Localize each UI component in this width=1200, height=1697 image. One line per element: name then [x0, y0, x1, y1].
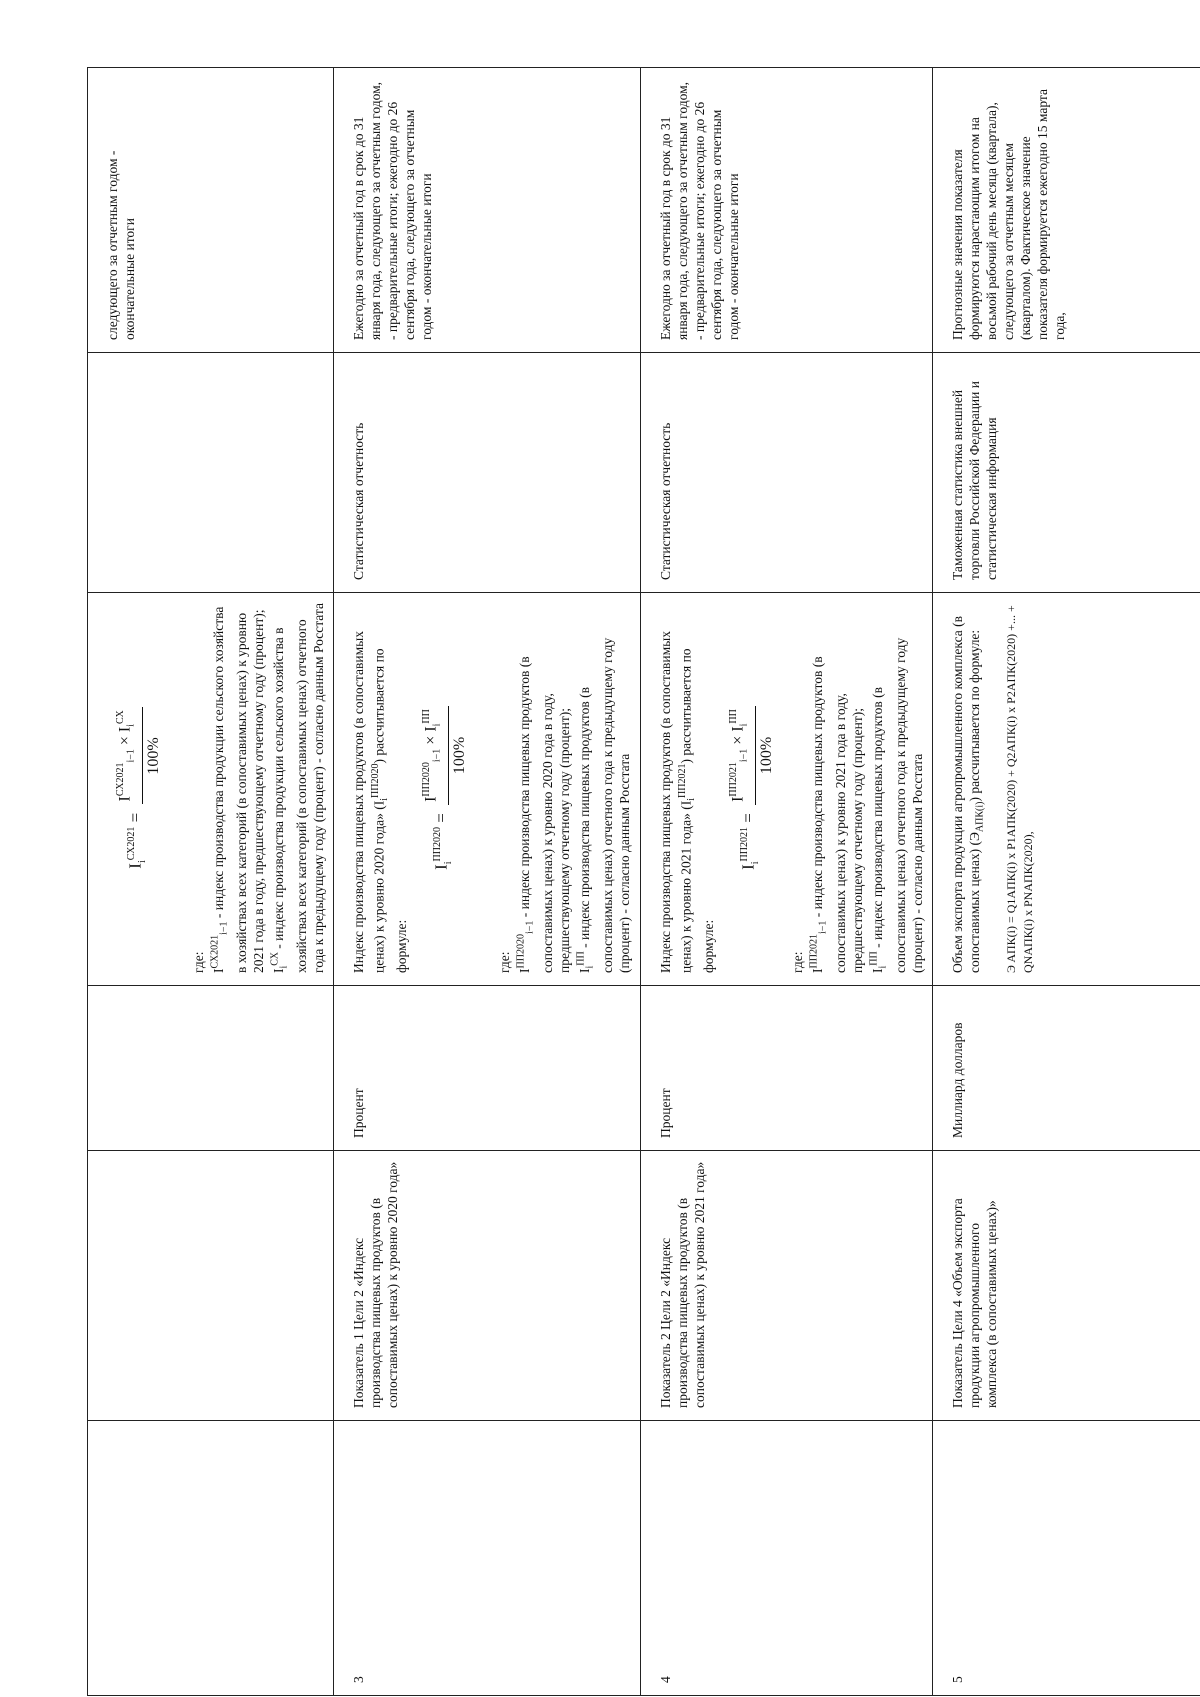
cell-num: 4 — [640, 1421, 932, 1696]
cell-num: 5 — [932, 1421, 1200, 1696]
cell-num — [88, 1421, 334, 1696]
cell-schedule: Прогнозные значения показателя формируются нарастающим итогом на восьмой рабочий день месяца (квартала), следующего за отчетным месяцем (кварталом). Фактическое значение показателя формируется ежегодно 15 марта года, — [932, 68, 1200, 353]
formula-pp2020: $I_i^{ПП2020}$ = $I^{ПП2020}_{i-1} \times I_i^{ПП}$ 100% — [410, 603, 482, 973]
cell-source: Таможенная статистика внешней торговли Российской Федерации и статистическая информация — [932, 353, 1200, 593]
cell-unit: Миллиард долларов — [932, 986, 1200, 1151]
cell-source: Статистическая отчетность — [640, 353, 932, 593]
formula-sx2021: $I_i^{СХ2021}$ = $I^{СХ2021}_{i-1} \times I_i^{СХ}$ 100% — [104, 603, 176, 973]
cell-method: Индекс производства пищевых продуктов (в сопоставимых ценах) к уровню 2020 года» $(I_i^{ПП2020})$ рассчитывается по формуле: $I_i^{ПП2020}$ = $I^{ПП2020}_{i-1} \times I_i^{ПП}$ 100% где: $I^{ПП2020}_{i-1}$ - индекс производства пищевых продуктов (в сопоставимых ценах) к уровню 2020 года в году, предшествующему отчетному году (процент); $I_i^{ПП}$ - индекс производства пищевых продуктов (в сопоставимых ценах) отчетного года к предыдущему году (процент) - согласно данным Росстата — [333, 593, 640, 986]
table-row — [333, 68, 640, 1696]
definition-1: $I^{СХ2021}_{i-1}$ - индекс производства продукции сельского хозяйства в хозяйствах всех категорий (в сопоставимых ценах) к уровню 2021 года в году, предшествующему отчетному году (процент); — [209, 606, 266, 973]
cell-method: Индекс производства пищевых продуктов (в сопоставимых ценах) к уровню 2021 года» $(I_i^{ПП2021})$ рассчитывается по формуле: $I_i^{ПП2021}$ = $I^{ПП2021}_{i-1} \times I_i^{ПП}$ 100% где: $I^{ПП2021}_{i-1}$ - индекс производства пищевых продуктов (в сопоставимых ценах) к уровню 2021 года в году, предшествующему отчетному году (процент); $I_i^{ПП}$ - индекс производства пищевых продуктов (в сопоставимых ценах) отчетного года к предыдущему году (процент) - согласно данным Росстата — [640, 593, 932, 986]
definition-2: $I_i^{ПП}$ - индекс производства пищевых продуктов (в сопоставимых ценах) отчетного года к предыдущему году (процент) - согласно данным Росстата — [868, 637, 925, 973]
cell-schedule: Ежегодно за отчетный год в срок до 31 января года, следующего за отчетным годом, - предварительные итоги; ежегодно до 26 сентября года, следующего за отчетным годом - окончательные итоги — [640, 68, 932, 353]
cell-unit — [88, 986, 334, 1151]
cell-source — [88, 353, 334, 593]
definition-1: $I^{ПП2020}_{i-1}$ - индекс производства пищевых продуктов (в сопоставимых ценах) к уровню 2020 года в году, предшествующему отчетному году (процент); — [515, 656, 572, 973]
cell-indicator: Показатель 1 Цели 2 «Индекс производства пищевых продуктов (в сопоставимых ценах) к уровню 2020 года» — [333, 1151, 640, 1421]
cell-schedule: следующего за отчетным годом - окончательные итоги — [88, 68, 334, 353]
cell-indicator: Показатель 2 Цели 2 «Индекс производства пищевых продуктов (в сопоставимых ценах) к уровню 2021 года» — [640, 1151, 932, 1421]
cell-indicator: Показатель Цели 4 «Объем экспорта продукции агропромышленного комплекса (в сопоставимых ценах)» — [932, 1151, 1200, 1421]
definition-2: $I_i^{СХ}$ - индекс производства продукции сельского хозяйства в хозяйствах всех категорий (в сопоставимых ценах) отчетного года к предыдущему году (процент) - согласно данным Росстата — [269, 603, 326, 973]
cell-schedule: Ежегодно за отчетный год в срок до 31 января года, следующего за отчетным годом, - предварительные итоги; ежегодно до 26 сентября года, следующего за отчетным годом - окончательные итоги — [333, 68, 640, 353]
table-row — [88, 68, 334, 1696]
definition-1: $I^{ПП2021}_{i-1}$ - индекс производства пищевых продуктов (в сопоставимых ценах) к уровню 2021 года в году, предшествующему отчетному году (процент); — [808, 656, 865, 973]
table-row — [932, 68, 1200, 1696]
cell-method: $I_i^{СХ2021}$ = $I^{СХ2021}_{i-1} \times I_i^{СХ}$ 100% где: $I^{СХ2021}_{i-1}$ - индекс производства продукции сельского хозяйства в хозяйствах всех категорий (в сопоставимых ценах) к уровню 2021 года в году, предшествующему отчетному году (процент); $I_i^{СХ}$ - индекс производства продукции сельского хозяйства в хозяйствах всех категорий (в сопоставимых ценах) отчетного года к предыдущему году (процент) - согласно данным Росстата — [88, 593, 334, 986]
cell-indicator — [88, 1151, 334, 1421]
indicators-table — [87, 67, 1200, 1696]
rotated-table-page — [87, 68, 1169, 1696]
cell-num: 3 — [333, 1421, 640, 1696]
definition-2: $I_i^{ПП}$ - индекс производства пищевых продуктов (в сопоставимых ценах) отчетного года к предыдущему году (процент) - согласно данным Росстата — [575, 637, 632, 973]
table-row — [640, 68, 932, 1696]
formula-pp2021: $I_i^{ПП2021}$ = $I^{ПП2021}_{i-1} \times I_i^{ПП}$ 100% — [717, 603, 789, 973]
cell-source: Статистическая отчетность — [333, 353, 640, 593]
cell-unit: Процент — [640, 986, 932, 1151]
formula-export: Э АПК(i) = Q1АПК(i) x P1АПК(2020) + Q2АПК(i) x P2АПК(2020) +... + QNАПК(i) x PNАПК(2020), — [1003, 605, 1035, 973]
cell-method: Объем экспорта продукции агропромышленного комплекса (в сопоставимых ценах) $(Э_{АПК(i)})$ рассчитывается по формуле: Э АПК(i) = Q1АПК(i) x P1АПК(2020) + Q2АПК(i) x P2АПК(2020) +... + QNАПК(i) x PNАПК(2020), — [932, 593, 1200, 986]
cell-unit: Процент — [333, 986, 640, 1151]
